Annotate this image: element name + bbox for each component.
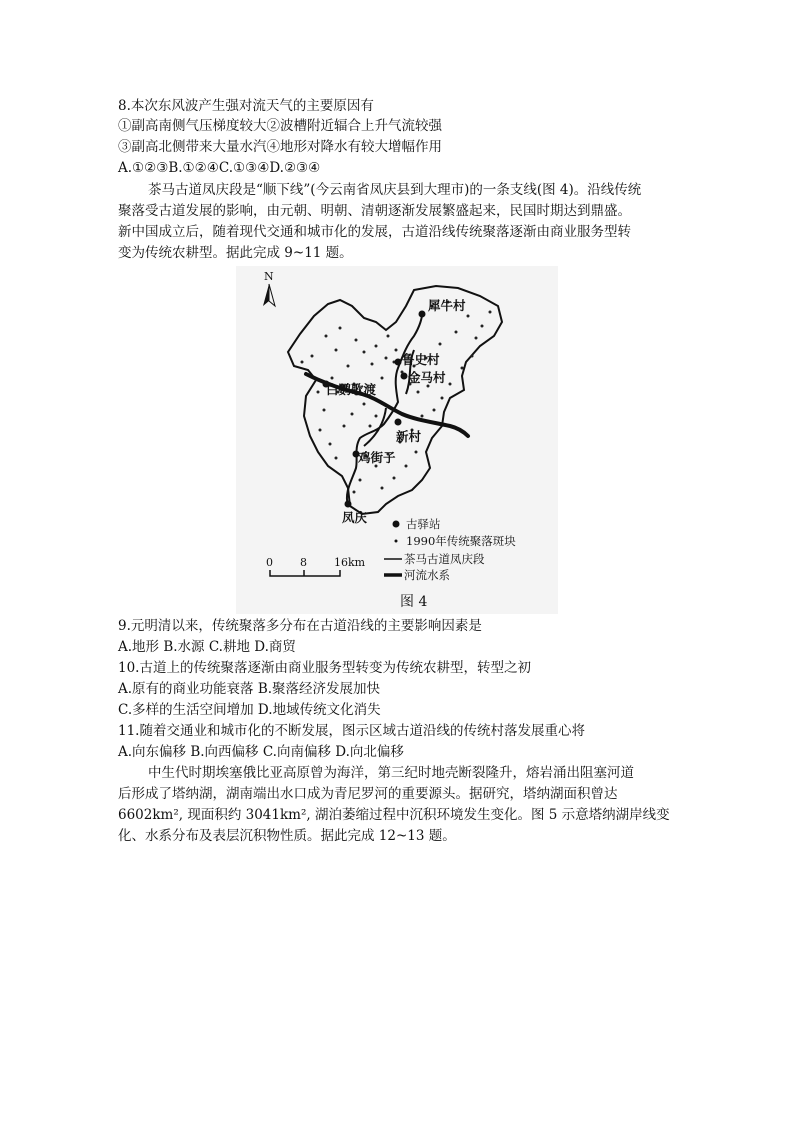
q10-choices-ab: A.原有的商业功能衰落 B.聚落经济发展加快	[118, 681, 381, 697]
station-jinma	[401, 373, 408, 380]
svg-text:N: N	[264, 270, 274, 283]
q10-choices-cd: C.多样的生活空间增加 D.地域传统文化消失	[118, 702, 381, 718]
legend-river: 河流水系	[404, 568, 450, 582]
q11-stem: 11.随着交通业和城市化的不断发展，图示区域古道沿线的传统村落发展重心将	[118, 723, 585, 739]
figure-4-map	[236, 266, 558, 614]
place-jinma: 金马村	[408, 370, 446, 385]
station-fengqing	[345, 501, 352, 508]
q8-option-line-1: ①副高南侧气压梯度较大②波槽附近辐合上升气流较强	[118, 118, 442, 134]
q8-choices: A.①②③B.①②④C.①③④D.②③④	[118, 160, 321, 176]
place-lushi: 鲁史村	[402, 352, 440, 367]
place-jijiezi: 鸡街子	[358, 450, 396, 465]
passage1-line-2: 聚落受古道发展的影响，由元朝、明朝、清朝逐渐发展繁盛起来，民国时期达到鼎盛。	[118, 203, 631, 219]
place-xincun: 新村	[396, 429, 422, 444]
passage1-line-3: 新中国成立后，随着现代交通和城市化的发展，古道沿线传统聚落逐渐由商业服务型转	[118, 224, 631, 240]
passage1-line-1: 茶马古道凤庆段是“顺下线”(今云南省凤庆县到大理市)的一条支线(图 4)。沿线传统	[148, 182, 642, 198]
svg-text:8: 8	[300, 556, 307, 569]
svg-text:16km: 16km	[334, 556, 366, 569]
place-xiniu: 犀牛村	[428, 298, 466, 313]
station-lushi	[395, 359, 402, 366]
figure-caption: 图 4	[400, 594, 428, 610]
q8-option-line-2: ③副高北侧带来大量水汽④地形对降水有较大增幅作用	[118, 139, 442, 155]
legend-patch: 1990年传统聚落斑块	[406, 534, 516, 548]
passage1-line-4: 变为传统农耕型。据此完成 9~11 题。	[118, 245, 353, 261]
q10-stem: 10.古道上的传统聚落逐渐由商业服务型转变为传统农耕型，转型之初	[118, 660, 531, 676]
station-xincun	[395, 419, 402, 426]
passage2-line-3: 6602km², 现面积约 3041km², 湖泊萎缩过程中沉积环境发生变化。图 5 示意塔纳湖岸线变	[118, 807, 670, 823]
legend-station: 古驿站	[406, 517, 441, 531]
passage2-line-4: 化、水系分布及表层沉积物性质。据此完成 12~13 题。	[118, 828, 456, 844]
place-baiying: 白鹦歌渡	[326, 382, 377, 397]
q11-choices: A.向东偏移 B.向西偏移 C.向南偏移 D.向北偏移	[118, 744, 404, 760]
passage2-line-1: 中生代时期埃塞俄比亚高原曾为海洋，第三纪时地壳断裂隆升，熔岩涌出阻塞河道	[148, 765, 634, 781]
q9-stem: 9.元明清以来，传统聚落多分布在古道沿线的主要影响因素是	[118, 618, 482, 634]
station-xiniu	[419, 311, 426, 318]
q8-stem: 8.本次东风波产生强对流天气的主要原因有	[118, 98, 374, 114]
legend-road: 茶马古道凤庆段	[404, 552, 485, 566]
svg-text:0: 0	[266, 556, 273, 569]
passage2-line-2: 后形成了塔纳湖，湖南端出水口成为青尼罗河的重要源头。据研究，塔纳湖面积曾达	[118, 786, 618, 802]
place-fengqing: 凤庆	[342, 510, 368, 525]
q9-choices: A.地形 B.水源 C.耕地 D.商贸	[118, 639, 296, 655]
